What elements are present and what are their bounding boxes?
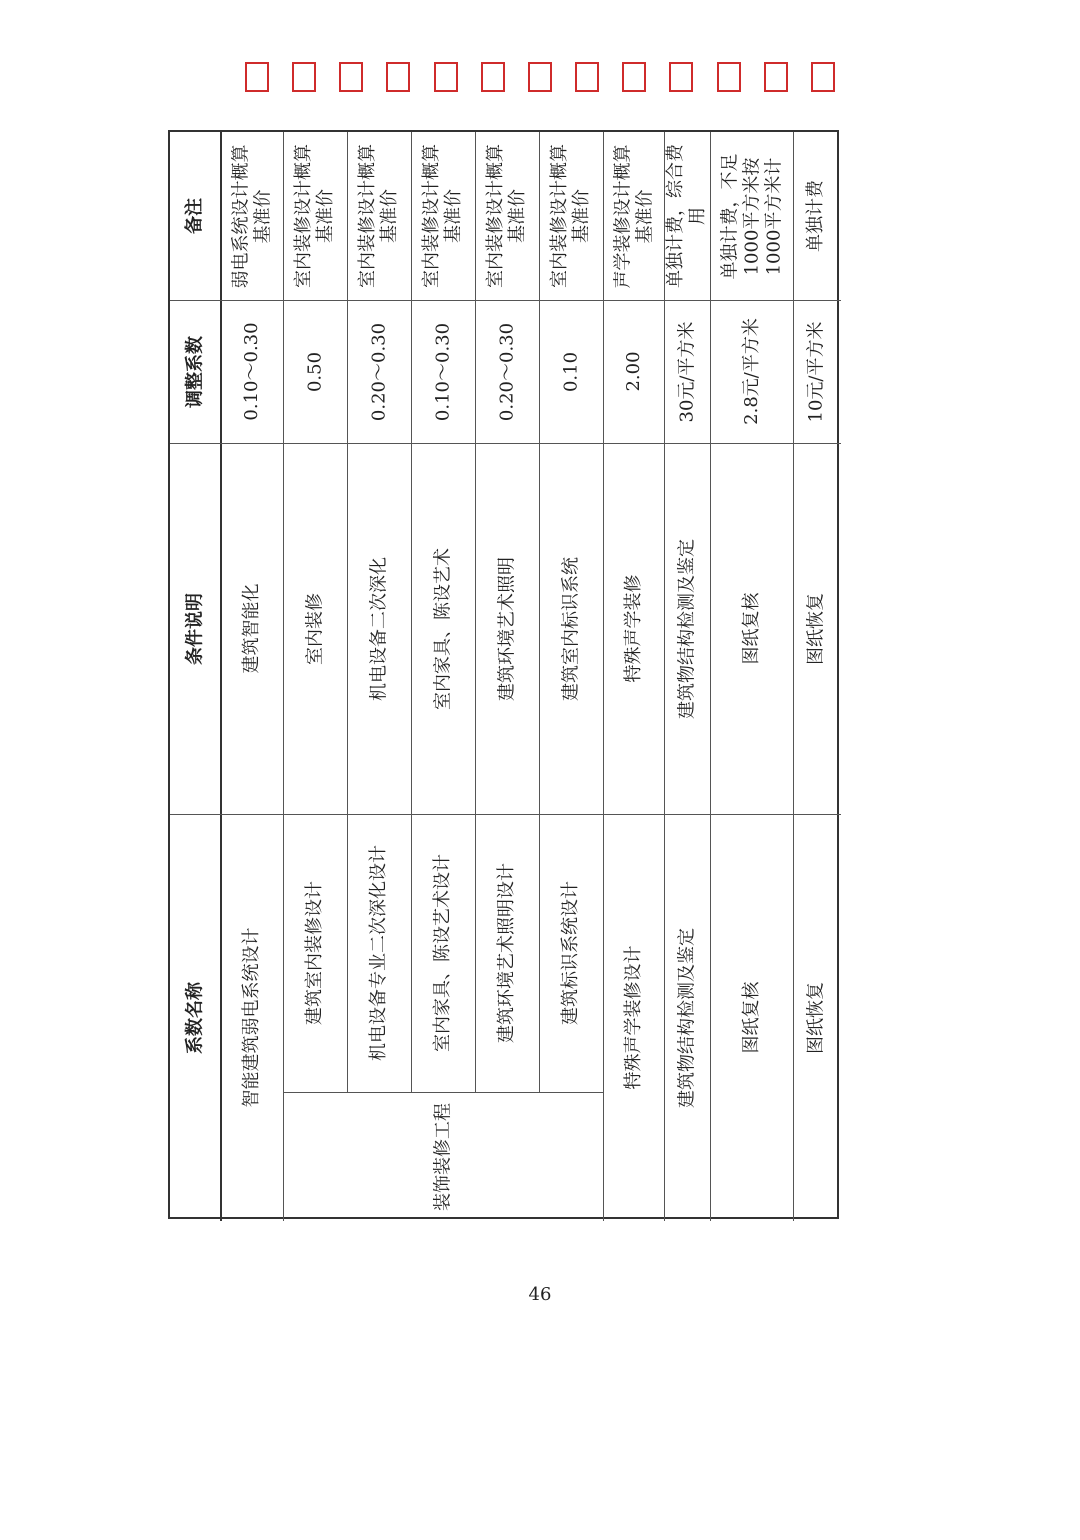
cell-name: 智能建筑弱电系统设计 bbox=[240, 927, 262, 1108]
cell-remark: 单独计费，综合费用 bbox=[665, 144, 708, 288]
cell-condition: 图纸恢复 bbox=[805, 592, 826, 665]
cell-condition: 建筑环境艺术照明 bbox=[496, 556, 517, 701]
group-label: 装饰装修工程 bbox=[432, 1102, 453, 1211]
column-header-condition: 条件说明 bbox=[184, 592, 205, 665]
cell-coefficient: 0.20～0.30 bbox=[496, 322, 517, 421]
header-box bbox=[528, 62, 552, 92]
cell-name: 机电设备专业二次深化设计 bbox=[368, 845, 389, 1061]
cell-coefficient: 0.20～0.30 bbox=[368, 322, 389, 421]
header-box bbox=[811, 62, 835, 92]
header-box bbox=[669, 62, 693, 92]
cell-condition: 机电设备二次深化 bbox=[368, 556, 389, 701]
cell-coefficient: 0.10～0.30 bbox=[432, 322, 453, 421]
header-box bbox=[717, 62, 741, 92]
cell-name: 特殊声学装修设计 bbox=[622, 945, 644, 1090]
cell-name: 建筑室内装修设计 bbox=[304, 881, 325, 1025]
cell-remark: 单独计费 bbox=[805, 180, 826, 252]
cell-remark: 声学装修设计概算基准价 bbox=[611, 144, 655, 288]
cell-coefficient: 30元/平方米 bbox=[676, 321, 697, 422]
cell-coefficient: 2.00 bbox=[622, 351, 644, 392]
header-box bbox=[622, 62, 646, 92]
cell-condition: 室内装修 bbox=[304, 592, 325, 665]
cell-remark: 室内装修设计概算基准价 bbox=[293, 144, 336, 288]
cell-remark: 单独计费，不足1000平方米按1000平方米计 bbox=[718, 153, 784, 279]
cell-name: 图纸复核 bbox=[740, 981, 762, 1054]
cell-name: 建筑标识系统设计 bbox=[560, 881, 581, 1025]
cell-name: 建筑环境艺术照明设计 bbox=[496, 863, 517, 1043]
header-box bbox=[245, 62, 269, 92]
cell-remark: 弱电系统设计概算基准价 bbox=[229, 144, 273, 288]
cell-condition: 特殊声学装修 bbox=[622, 574, 644, 683]
column-header-coefficient: 调整系数 bbox=[184, 335, 205, 408]
header-title bbox=[245, 62, 835, 100]
cell-condition: 室内家具、陈设艺术 bbox=[432, 547, 453, 710]
cell-name: 建筑物结构检测及鉴定 bbox=[676, 927, 697, 1108]
header-box bbox=[339, 62, 363, 92]
cell-remark: 室内装修设计概算基准价 bbox=[421, 144, 464, 288]
cell-remark: 室内装修设计概算基准价 bbox=[357, 144, 400, 288]
cell-coefficient: 2.8元/平方米 bbox=[740, 318, 762, 425]
header-box bbox=[292, 62, 316, 92]
cell-remark: 室内装修设计概算基准价 bbox=[485, 144, 528, 288]
column-header-name: 系数名称 bbox=[184, 981, 205, 1054]
column-header-remark: 备注 bbox=[184, 198, 205, 234]
cell-coefficient: 0.10 bbox=[560, 351, 581, 392]
header-box bbox=[764, 62, 788, 92]
cell-name: 室内家具、陈设艺术设计 bbox=[432, 854, 453, 1052]
cell-condition: 建筑智能化 bbox=[240, 583, 262, 674]
cell-coefficient: 0.50 bbox=[304, 351, 325, 392]
header-box bbox=[386, 62, 410, 92]
header-box bbox=[575, 62, 599, 92]
cell-coefficient: 0.10～0.30 bbox=[240, 322, 262, 421]
cell-condition: 图纸复核 bbox=[740, 592, 762, 665]
header-box bbox=[481, 62, 505, 92]
cell-name: 图纸恢复 bbox=[805, 981, 826, 1054]
cell-remark: 室内装修设计概算基准价 bbox=[549, 144, 592, 288]
cell-condition: 建筑物结构检测及鉴定 bbox=[676, 538, 697, 719]
cell-coefficient: 10元/平方米 bbox=[805, 321, 826, 422]
page-number: 46 bbox=[528, 1284, 552, 1305]
cell-condition: 建筑室内标识系统 bbox=[560, 556, 581, 701]
coefficient-table bbox=[168, 130, 839, 1219]
header-box bbox=[434, 62, 458, 92]
